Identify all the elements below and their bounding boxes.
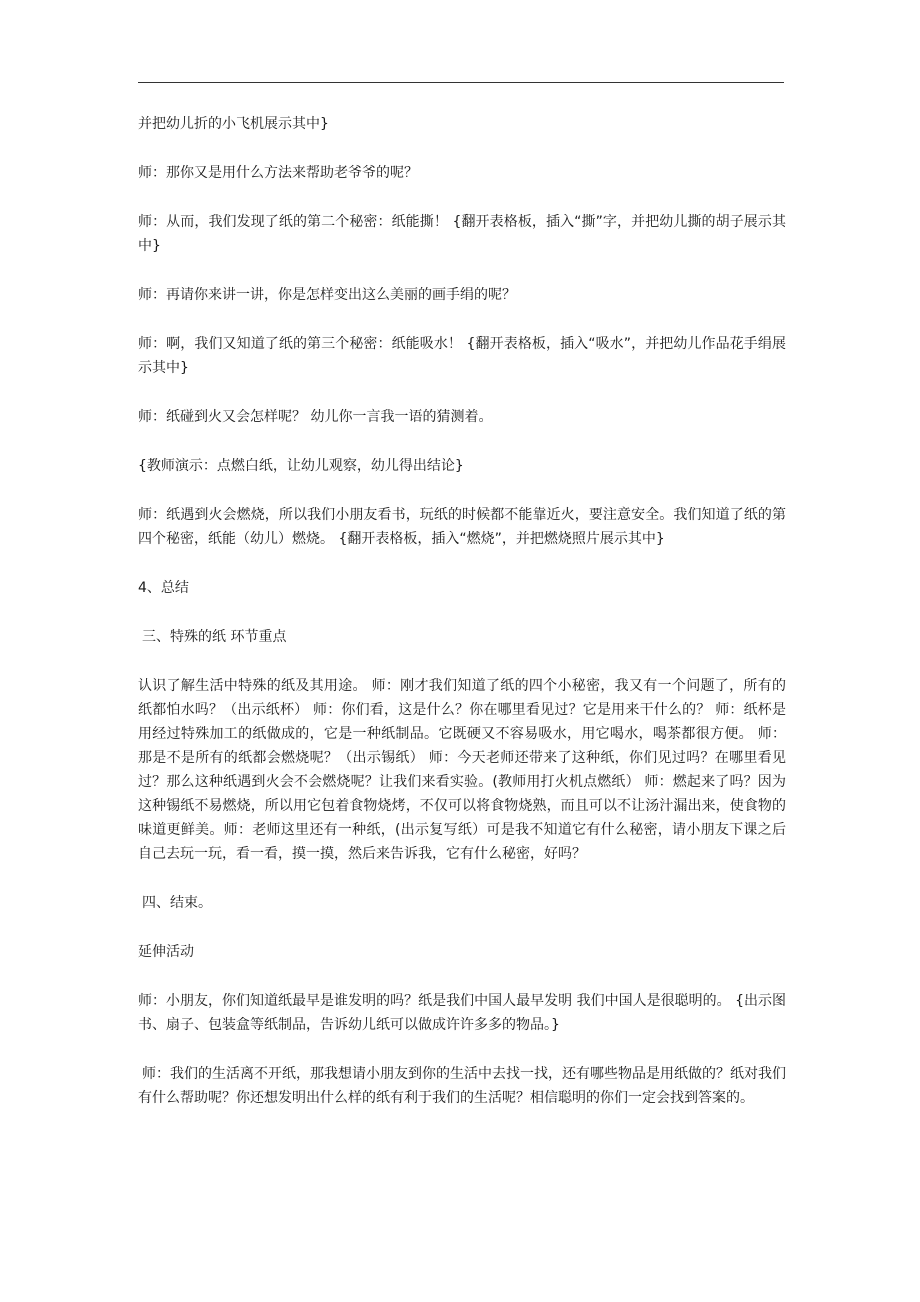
paragraph-paper-invention: 师：小朋友，你们知道纸最早是谁发明的吗？纸是我们中国人最早发明 我们中国人是很聪明的。 {出示图书、扇子、包装盒等纸制品，告诉幼儿纸可以做成许许多多的物品。}: [138, 993, 786, 1033]
paragraph-question-method: 师：那你又是用什么方法来帮助老爷爷的呢？: [138, 165, 418, 181]
document-body: [138, 112, 786, 1135]
paragraph-find-paper: 师：我们的生活离不开纸，那我想请小朋友到你的生活中去找一找，还有哪些物品是用纸做的？纸对我们有什么帮助呢？你还想发明出什么样的纸有利于我们的生活呢？相信聪明的你们一定会找到答案的。: [138, 1066, 786, 1106]
section-heading-ending: 四、结束。: [142, 895, 212, 911]
section-heading-summary: 4、总结: [138, 580, 189, 596]
paragraph-handkerchief-question: 师：再请你来讲一讲，你是怎样变出这么美丽的画手绢的呢？: [138, 287, 516, 303]
paragraph-fire-question: 师：纸碰到火又会怎样呢？ 幼儿你一言我一语的猜测着。: [138, 409, 493, 425]
header-rule: [138, 82, 784, 83]
paragraph-special-paper: 认识了解生活中特殊的纸及其用途。 师：刚才我们知道了纸的四个小秘密，我又有一个问题了，所有的纸都怕水吗？（出示纸杯） 师：你们看，这是什么？你在哪里看见过？它是用来干什么的？ 师：纸杯是用经过特殊加工的纸做成的，它是一种纸制品。它既硬又不容易吸水，用它喝水，喝茶都很方便。 师：那是不是所有的纸都会燃烧呢？（出示锡纸） 师：今天老师还带来了这种纸，你们见过吗？在哪里看见过？那么这种纸遇到火会不会燃烧呢？让我们来看实验。(教师用打火机点燃纸） 师：燃起来了吗？因为这种锡纸不易燃烧，所以用它包着食物烧烤，不仅可以将食物烧熟，而且可以不让汤汁漏出来，使食物的味道更鲜美。师：老师这里还有一种纸，(出示复写纸）可是我不知道它有什么秘密，请小朋友下课之后自己去玩一玩，看一看，摸一摸，然后来告诉我，它有什么秘密，好吗？: [138, 678, 786, 862]
section-heading-special-paper: 三、特殊的纸 环节重点: [142, 629, 287, 645]
paragraph-second-secret: 师：从而，我们发现了纸的第二个秘密：纸能撕！ {翻开表格板，插入“撕”字，并把幼儿撕的胡子展示其中}: [138, 214, 786, 254]
section-heading-extension: 延伸活动: [138, 944, 194, 960]
paragraph-teacher-demo: {教师演示：点燃白纸，让幼儿观察，幼儿得出结论}: [138, 458, 464, 474]
paragraph-plane-display: 并把幼儿折的小飞机展示其中}: [138, 116, 329, 132]
paragraph-third-secret: 师：啊，我们又知道了纸的第三个秘密：纸能吸水！ {翻开表格板，插入“吸水”，并把幼儿作品花手绢展示其中}: [138, 336, 786, 376]
paragraph-fourth-secret: 师：纸遇到火会燃烧，所以我们小朋友看书，玩纸的时候都不能靠近火，要注意安全。我们知道了纸的第四个秘密，纸能（幼儿）燃烧。 {翻开表格板，插入“燃烧”，并把燃烧照片展示其中}: [138, 507, 786, 547]
